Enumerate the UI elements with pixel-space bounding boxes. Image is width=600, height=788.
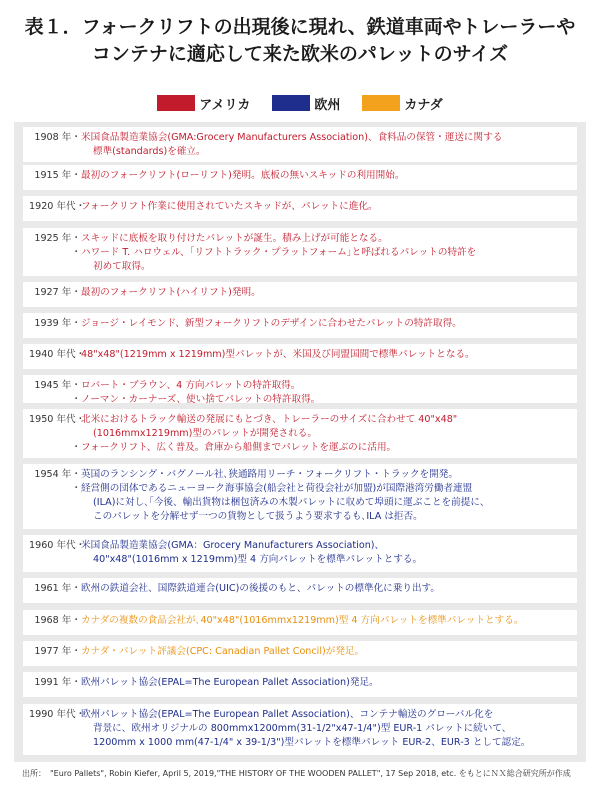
- entry-year: 1920 年代・: [29, 201, 86, 212]
- entry-text: 英国のランシング・バグノール社､狭通路用リーチ・フォークリフト・トラックを開発。: [81, 469, 458, 480]
- legend-item-america: [157, 94, 250, 113]
- timeline-entry: [23, 409, 577, 458]
- entry-text: 初めて取得。: [93, 261, 151, 272]
- page-title: [0, 14, 600, 68]
- entry-line: [29, 348, 571, 362]
- entry-year: 1968 年・: [34, 615, 81, 626]
- entry-year: ・: [71, 394, 81, 403]
- entry-text: 米国食品製造業協会(GMA:Grocery Manufacturers Association)、食料品の保管・運送に関する: [81, 132, 503, 143]
- entry-line: [29, 246, 571, 260]
- entry-line: [29, 722, 571, 736]
- entry-line: [29, 379, 571, 393]
- entry-year: [29, 496, 81, 510]
- entry-line: [29, 413, 571, 427]
- entry-year: 1908 年・: [34, 132, 81, 143]
- entry-text: ジョージ・レイモンド、新型フォークリフトのデザインに合わせたパレットの特許取得。: [81, 318, 462, 329]
- entry-text: (1016mmx1219mm)型のパレットが開発される。: [93, 428, 317, 439]
- entry-text: 標準(standards)を確立。: [93, 146, 206, 157]
- entry-line: [29, 539, 571, 553]
- entry-line: [29, 582, 571, 596]
- timeline-entry: [23, 672, 577, 697]
- entry-line: [29, 317, 571, 331]
- timeline-entry: [23, 704, 577, 755]
- entry-text: 欧州パレット協会(EPAL=The European Pallet Association)発足。: [81, 677, 379, 688]
- legend-swatch-america: [157, 95, 195, 111]
- entry-text: 欧州パレット協会(EPAL=The European Pallet Association)、コンテナ輸送のグローバル化を: [81, 709, 494, 720]
- entry-text: フォークリフト、広く普及。倉庫から船側までパレットを運ぶのに活用。: [81, 442, 397, 453]
- entry-text: 最初のフォークリフト(ローリフト)発明。底板の無いスキッドの利用開始。: [81, 170, 405, 181]
- timeline-entry: [23, 578, 577, 603]
- legend-item-canada: [362, 94, 442, 113]
- entry-text: 48"x48"(1219mm x 1219mm)型パレットが、米国及び同盟国間で標準パレットとなる。: [81, 349, 475, 360]
- entry-year: [29, 145, 81, 159]
- entry-year: 1925 年・: [34, 233, 81, 244]
- entry-text: ノーマン・カーナーズ、使い捨てパレットの特許取得。: [81, 394, 321, 403]
- entry-line: [29, 145, 571, 159]
- entry-line: [29, 553, 571, 567]
- entry-line: [29, 496, 571, 510]
- timeline-entry: [23, 641, 577, 666]
- entry-line: [29, 200, 571, 214]
- entry-text: スキッドに底板を取り付けたパレットが誕生。積み上げが可能となる。: [81, 233, 388, 244]
- legend-item-europe: [272, 94, 340, 113]
- entry-year: ・: [71, 442, 81, 453]
- entry-text: 経営側の団体であるニューヨーク海事協会(船会社と荷役会社が加盟)が国際港湾労働者連盟: [81, 483, 473, 494]
- timeline-entry: [23, 313, 577, 338]
- entry-year: 1939 年・: [34, 318, 81, 329]
- timeline-entry: [23, 165, 577, 190]
- entry-text: 北米におけるトラック輸送の発展にもとづき、トレーラーのサイズに合わせて 40"x48": [81, 414, 458, 425]
- entry-text: カナダ・パレット評議会(CPC: Canadian Pallet Concil)が発足。: [81, 646, 365, 657]
- entry-line: [29, 232, 571, 246]
- entry-year: [29, 722, 81, 736]
- legend-label-europe: 欧州: [314, 97, 341, 113]
- entry-line: [29, 676, 571, 690]
- entry-line: [29, 260, 571, 274]
- entry-text: 最初のフォークリフト(ハイリフト)発明。: [81, 287, 261, 298]
- entry-year: 1990 年代・: [29, 709, 86, 720]
- timeline-entry: [23, 375, 577, 403]
- legend-label-canada: カナダ: [404, 97, 443, 113]
- entry-text: フォークリフト作業に使用されていたスキッドが、パレットに進化。: [81, 201, 378, 212]
- entry-line: [29, 510, 571, 524]
- entry-text: 40"x48"(1016mm x 1219mm)型 4 方向パレットを標準パレットとする。: [93, 554, 423, 565]
- entry-text: 米国食品製造業協会(GMA：Grocery Manufacturers Association)、: [81, 540, 385, 551]
- entry-line: [29, 169, 571, 183]
- entry-year: 1960 年代・: [29, 540, 86, 551]
- timeline-entry: [23, 196, 577, 221]
- entry-text: カナダの複数の食品会社が､40"x48"(1016mmx1219mm)型 4 方向パレットを標準パレットとする。: [81, 615, 524, 626]
- timeline-entry: [23, 282, 577, 307]
- entry-line: [29, 441, 571, 455]
- entry-year: ・: [71, 483, 81, 494]
- entry-line: [29, 614, 571, 628]
- entry-text: (ILA)に対し､｢今後、輸出貨物は梱包済みの木製パレットに収めて埠頭に運ぶことを前提に、: [93, 497, 490, 508]
- entry-year: 1927 年・: [34, 287, 81, 298]
- entry-year: 1945 年・: [34, 380, 81, 391]
- entry-line: [29, 131, 571, 145]
- entry-year: 1950 年代・: [29, 414, 86, 425]
- timeline-panel: [14, 122, 586, 762]
- title-line-1: 表１．フォークリフトの出現後に現れ、鉄道車両やトレーラーや: [24, 16, 576, 38]
- entry-text: 1200mm x 1000 mm(47-1/4" x 39-1/3")型パレットを標準パレット EUR-2、EUR-3 として認定。: [93, 737, 531, 748]
- legend-swatch-canada: [362, 95, 400, 111]
- entry-text: このパレットを分解せず一つの貨物として扱うよう要求するも､ILA は拒否。: [93, 511, 423, 522]
- entry-year: 1940 年代・: [29, 349, 86, 360]
- entry-year: [29, 553, 81, 567]
- timeline-entry: [23, 127, 577, 162]
- entry-year: 1991 年・: [34, 677, 81, 688]
- entry-line: [29, 482, 571, 496]
- entry-line: [29, 736, 571, 750]
- entry-year: 1961 年・: [34, 583, 81, 594]
- entry-line: [29, 645, 571, 659]
- entry-year: [29, 736, 81, 750]
- timeline-entry: [23, 228, 577, 276]
- timeline-entry: [23, 610, 577, 635]
- entry-year: [29, 510, 81, 524]
- entry-year: [29, 260, 81, 274]
- entry-line: [29, 708, 571, 722]
- timeline-entry: [23, 464, 577, 529]
- entry-line: [29, 286, 571, 300]
- entry-line: [29, 468, 571, 482]
- entry-text: 背景に、欧州オリジナルの 800mmx1200mm(31-1/2"x47-1/4")型 EUR-1 パレットに続いて、: [93, 723, 512, 734]
- legend-label-america: アメリカ: [199, 97, 251, 113]
- title-line-2: コンテナに適応して来た欧米のパレットのサイズ: [91, 43, 509, 65]
- timeline-entry: [23, 344, 577, 369]
- entry-line: [29, 427, 571, 441]
- entry-text: ロバート・ブラウン、4 方向パレットの特許取得。: [81, 380, 301, 391]
- entry-year: [29, 427, 81, 441]
- entry-year: 1977 年・: [34, 646, 81, 657]
- entry-year: 1915 年・: [34, 170, 81, 181]
- entry-line: [29, 393, 571, 403]
- entry-text: ハワード T. ハロウェル、｢リフトトラック・プラットフォーム｣と呼ばれるパレットの特許を: [81, 247, 477, 258]
- entry-year: 1954 年・: [34, 469, 81, 480]
- source-note: 出所： "Euro Pallets", Robin Kiefer, April 5, 2019,"THE HISTORY OF THE WOODEN PALLET", 17 Sep 2018, etc. をもとにＮＸ総合研究所が作成: [22, 769, 571, 778]
- timeline-entry: [23, 535, 577, 572]
- legend-swatch-europe: [272, 95, 310, 111]
- entry-text: 欧州の鉄道会社、国際鉄道連合(UIC)の後援のもと、パレットの標準化に乗り出す。: [81, 583, 440, 594]
- legend: [0, 93, 600, 113]
- entry-year: ・: [71, 247, 81, 258]
